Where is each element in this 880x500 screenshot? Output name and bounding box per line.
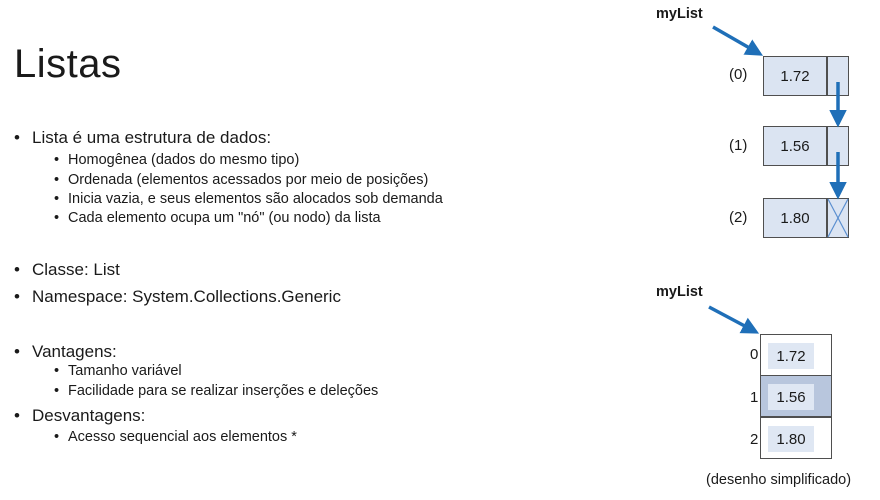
head-pointer-arrow-linked bbox=[713, 27, 760, 54]
sub-bullet-homogeneous: • Homogênea (dados do mesmo tipo) bbox=[68, 152, 299, 168]
cell-index-1: 1 bbox=[750, 389, 759, 406]
node-pointer-null bbox=[827, 198, 849, 238]
node-index-2: (2) bbox=[729, 209, 748, 226]
sub-bullet-node: • Cada elemento ocupa um "nó" (ou nodo) da lista bbox=[68, 210, 381, 226]
node-value-1 bbox=[763, 126, 827, 166]
sub-bullet-empty-start: • Inicia vazia, e seus elementos são alocados sob demanda bbox=[68, 191, 443, 207]
array-cell-1 bbox=[760, 375, 832, 417]
bullet-definition: • Lista é uma estrutura de dados: bbox=[32, 128, 271, 148]
cell-index-2: 2 bbox=[750, 431, 759, 448]
node-value-text-0: 1.72 bbox=[780, 67, 810, 85]
simplified-caption: (desenho simplificado) bbox=[706, 472, 852, 488]
simple-diagram-label: myList bbox=[656, 284, 703, 300]
bullet-class: • Classe: List bbox=[32, 260, 120, 280]
node-pointer-0 bbox=[827, 56, 849, 96]
bullet-namespace: • Namespace: System.Collections.Generic bbox=[32, 287, 341, 307]
sub-bullet-ordered: • Ordenada (elementos acessados por meio de posições) bbox=[68, 172, 428, 188]
node-value-2 bbox=[763, 198, 827, 238]
node-index-1: (1) bbox=[729, 137, 748, 154]
sub-bullet-sequential-access: • Acesso sequencial aos elementos * bbox=[68, 429, 297, 445]
node-value-text-2: 1.80 bbox=[780, 209, 810, 227]
bullet-advantages: • Vantagens: bbox=[32, 342, 117, 362]
node-index-0: (0) bbox=[729, 66, 748, 83]
array-cell-0 bbox=[760, 334, 832, 376]
sub-bullet-insertions: • Facilidade para se realizar inserções e deleções bbox=[68, 383, 378, 399]
slide-title: Listas bbox=[14, 42, 122, 86]
cell-value-0: 1.72 bbox=[768, 343, 814, 369]
node-value-0 bbox=[763, 56, 827, 96]
node-pointer-1 bbox=[827, 126, 849, 166]
bullet-disadvantages: • Desvantagens: bbox=[32, 406, 145, 426]
sub-bullet-variable-size: • Tamanho variável bbox=[68, 363, 182, 379]
head-pointer-arrow-simple bbox=[709, 307, 756, 332]
array-cell-2 bbox=[760, 417, 832, 459]
node-value-text-1: 1.56 bbox=[780, 137, 810, 155]
cell-index-0: 0 bbox=[750, 346, 759, 363]
linked-diagram-label: myList bbox=[656, 6, 703, 22]
cell-value-1: 1.56 bbox=[768, 384, 814, 410]
cell-value-2: 1.80 bbox=[768, 426, 814, 452]
